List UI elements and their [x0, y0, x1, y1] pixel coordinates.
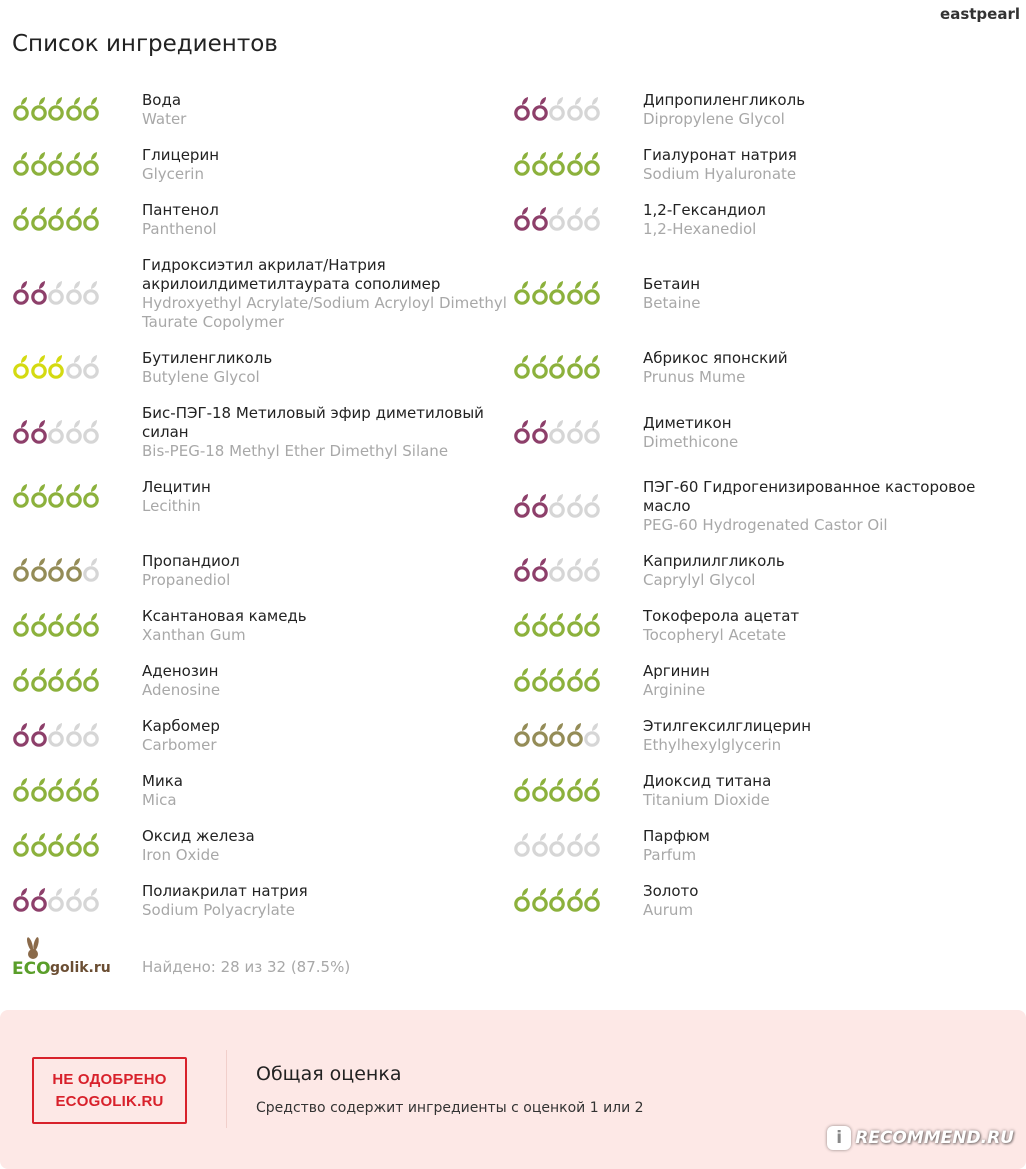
drop-icon — [30, 832, 48, 858]
drop-icon — [566, 832, 584, 858]
drop-icon — [82, 151, 100, 177]
rating-drops — [12, 354, 142, 380]
drop-icon — [513, 667, 531, 693]
drop-icon — [30, 722, 48, 748]
drop-icon — [566, 151, 584, 177]
drop-icon — [513, 887, 531, 913]
ingredient-row[interactable] — [513, 89, 1023, 129]
drop-icon — [12, 667, 30, 693]
drop-icon — [583, 722, 601, 748]
drop-icon — [47, 722, 65, 748]
drop-icon — [65, 419, 83, 445]
drop-icon — [548, 777, 566, 803]
drop-icon — [531, 354, 549, 380]
drop-icon — [566, 354, 584, 380]
ingredient-name-ru[interactable]: Каприлилгликоль — [643, 552, 785, 570]
drop-icon — [30, 557, 48, 583]
ingredient-names — [142, 402, 512, 461]
ingredient-name-ru[interactable]: Гиалуронат натрия — [643, 146, 797, 164]
ingredient-name-en: Lecithin — [142, 497, 201, 515]
drop-icon — [65, 483, 83, 509]
ingredient-name-en: Water — [142, 110, 187, 128]
drop-icon — [583, 354, 601, 380]
drop-icon — [82, 96, 100, 122]
ingredient-names — [643, 660, 1023, 700]
drop-icon — [548, 206, 566, 232]
drop-icon — [65, 832, 83, 858]
ingredient-row[interactable] — [513, 402, 1023, 461]
ingredient-names — [643, 89, 1023, 129]
divider — [226, 1050, 227, 1128]
ingredient-name-en: Dimethicone — [643, 432, 739, 451]
drop-icon — [12, 777, 30, 803]
drop-icon — [30, 206, 48, 232]
drop-icon — [583, 612, 601, 638]
drop-icon — [513, 206, 531, 232]
drop-icon — [513, 419, 531, 445]
ingredient-names — [142, 770, 512, 810]
drop-icon — [82, 612, 100, 638]
ingredient-names — [643, 770, 1023, 810]
drop-icon — [65, 667, 83, 693]
ingredient-row[interactable] — [513, 550, 1023, 590]
ingredient-names — [643, 412, 1023, 452]
drop-icon — [65, 280, 83, 306]
drop-icon — [82, 557, 100, 583]
rating-drops — [12, 832, 142, 858]
ingredient-name-en: Tocopheryl Acetate — [643, 626, 787, 644]
drop-icon — [513, 280, 531, 306]
drop-icon — [531, 557, 549, 583]
ecogolik-logo[interactable] — [12, 936, 124, 982]
rating-drops — [513, 206, 643, 232]
rating-drops — [513, 151, 643, 177]
drop-icon — [566, 612, 584, 638]
drop-icon — [82, 280, 100, 306]
ingredient-row[interactable] — [12, 476, 512, 516]
ingredient-row[interactable] — [12, 660, 512, 700]
ingredient-name-en: Caprylyl Glycol — [643, 571, 756, 589]
drop-icon — [65, 206, 83, 232]
ingredient-name-ru[interactable]: Бутиленгликоль — [142, 349, 273, 367]
rating-drops — [12, 612, 142, 638]
drop-icon — [513, 832, 531, 858]
ingredient-name-ru[interactable]: Глицерин — [142, 146, 219, 164]
drop-icon — [583, 206, 601, 232]
drop-icon — [531, 96, 549, 122]
ingredient-row[interactable] — [12, 347, 512, 387]
drop-icon — [566, 777, 584, 803]
drop-icon — [531, 151, 549, 177]
drop-icon — [65, 96, 83, 122]
drop-icon — [65, 151, 83, 177]
drop-icon — [583, 151, 601, 177]
drop-icon — [47, 151, 65, 177]
drop-icon — [531, 777, 549, 803]
ingredient-name-ru[interactable]: Этилгексилглицерин — [643, 717, 812, 735]
drop-icon — [566, 206, 584, 232]
ingredient-row[interactable] — [513, 880, 1023, 920]
drop-icon — [30, 419, 48, 445]
drop-icon — [12, 722, 30, 748]
drop-icon — [548, 354, 566, 380]
drop-icon — [513, 557, 531, 583]
ingredient-name-en: Ethylhexylglycerin — [643, 736, 782, 754]
rating-drops — [513, 612, 643, 638]
drop-icon — [65, 612, 83, 638]
drop-icon — [30, 354, 48, 380]
ingredient-name-en: Glycerin — [142, 165, 204, 183]
ingredient-row[interactable] — [12, 89, 512, 129]
drop-icon — [513, 612, 531, 638]
rating-drops — [12, 557, 142, 583]
ingredient-name-ru[interactable]: Дипропиленгликоль — [643, 91, 806, 109]
ingredient-names — [643, 476, 1023, 535]
ingredient-row[interactable] — [513, 199, 1023, 239]
drop-icon — [82, 419, 100, 445]
ingredient-name-en: Xanthan Gum — [142, 626, 246, 644]
rating-drops — [513, 96, 643, 122]
drop-icon — [65, 777, 83, 803]
ingredient-name-ru[interactable]: Бетаин — [643, 275, 701, 293]
ingredient-name-en: Propanediol — [142, 571, 231, 589]
drop-icon — [548, 612, 566, 638]
drop-icon — [47, 483, 65, 509]
ingredient-row[interactable] — [12, 254, 512, 332]
ingredient-name-en: Arginine — [643, 681, 706, 699]
drop-icon — [12, 419, 30, 445]
ingredient-name-en: Panthenol — [142, 220, 217, 238]
drop-icon — [583, 832, 601, 858]
ecogolik-footer — [12, 936, 512, 982]
ingredient-name-ru[interactable]: Аргинин — [643, 662, 710, 680]
drop-icon — [583, 419, 601, 445]
drop-icon — [12, 354, 30, 380]
drop-icon — [513, 722, 531, 748]
ingredient-name-ru[interactable]: Диметикон — [643, 413, 732, 432]
drop-icon — [65, 887, 83, 913]
ingredient-row[interactable] — [12, 770, 512, 810]
drop-icon — [47, 206, 65, 232]
rating-drops — [12, 280, 142, 306]
ingredient-names — [142, 605, 512, 645]
ingredient-name-en: Hydroxyethyl Acrylate/Sodium Acryloyl Dimethyl Taurate Copolymer — [142, 294, 507, 331]
drop-icon — [583, 493, 601, 519]
drop-icon — [513, 151, 531, 177]
drop-icon — [531, 667, 549, 693]
ingredient-names — [643, 550, 1023, 590]
ingredient-row[interactable] — [513, 715, 1023, 755]
ingredient-name-en: Mica — [142, 791, 177, 809]
ingredient-row[interactable] — [12, 825, 512, 865]
ingredient-row[interactable] — [513, 254, 1023, 332]
ingredient-row[interactable] — [513, 476, 1023, 535]
drop-icon — [47, 887, 65, 913]
drop-icon — [82, 777, 100, 803]
summary-text: Средство содержит ингредиенты с оценкой 1 или 2 — [256, 1100, 644, 1116]
ingredient-name-en: 1,2-Hexanediol — [643, 220, 757, 238]
rating-drops — [12, 887, 142, 913]
ingredient-name-ru[interactable]: Бис-ПЭГ-18 Метиловый эфир диметиловый силан — [142, 404, 484, 441]
drop-icon — [583, 96, 601, 122]
drop-icon — [548, 557, 566, 583]
rating-drops — [12, 667, 142, 693]
ingredient-name-en: Sodium Hyaluronate — [643, 165, 797, 183]
rating-drops — [513, 354, 643, 380]
ingredient-name-ru[interactable]: Аденозин — [142, 662, 219, 680]
rating-drops — [12, 722, 142, 748]
drop-icon — [513, 777, 531, 803]
info-icon: i — [827, 1126, 851, 1150]
drop-icon — [47, 557, 65, 583]
ingredient-row[interactable] — [12, 144, 512, 184]
ingredient-name-ru[interactable]: Золото — [643, 882, 699, 900]
ingredient-row[interactable] — [513, 347, 1023, 387]
drop-icon — [47, 96, 65, 122]
ingredient-name-ru[interactable]: Пантенол — [142, 201, 219, 219]
bunny-icon — [26, 937, 40, 959]
drop-icon — [531, 832, 549, 858]
drop-icon — [548, 887, 566, 913]
ingredient-name-en: Carbomer — [142, 736, 217, 754]
ingredient-name-ru[interactable]: Оксид железа — [142, 827, 255, 845]
recommend-watermark — [827, 1126, 1014, 1150]
ingredient-name-ru[interactable]: Лецитин — [142, 478, 211, 496]
ingredient-name-en: Aurum — [643, 901, 694, 919]
ingredient-names — [643, 144, 1023, 184]
ingredient-row[interactable] — [12, 402, 512, 461]
drop-icon — [548, 493, 566, 519]
username[interactable]: eastpearl — [940, 5, 1020, 23]
drop-icon — [82, 722, 100, 748]
ingredient-names — [142, 660, 512, 700]
ingredient-name-ru[interactable]: Парфюм — [643, 827, 710, 845]
ingredient-row[interactable] — [12, 880, 512, 920]
drop-icon — [583, 777, 601, 803]
ingredient-names — [643, 880, 1023, 920]
drop-icon — [548, 151, 566, 177]
drop-icon — [82, 887, 100, 913]
ingredient-name-ru[interactable]: Полиакрилат натрия — [142, 882, 308, 900]
drop-icon — [513, 493, 531, 519]
ingredient-name-en: Iron Oxide — [142, 846, 220, 864]
drop-icon — [548, 722, 566, 748]
drop-icon — [531, 419, 549, 445]
ingredient-names — [142, 880, 512, 920]
ingredient-name-ru[interactable]: Токоферола ацетат — [643, 607, 800, 625]
drop-icon — [548, 419, 566, 445]
ingredient-names — [142, 476, 512, 516]
ingredient-names — [142, 89, 512, 129]
ingredient-name-ru[interactable]: Мика — [142, 772, 183, 790]
ingredient-name-ru[interactable]: Гидроксиэтил акрилат/Натрия акрилоилдиметилтаурата сополимер — [142, 256, 441, 293]
watermark-text: RECOMMEND.RU — [855, 1128, 1014, 1148]
drop-icon — [82, 206, 100, 232]
drop-icon — [47, 667, 65, 693]
ingredient-name-en: Adenosine — [142, 681, 221, 699]
ingredient-names — [643, 715, 1023, 755]
drop-icon — [531, 206, 549, 232]
drop-icon — [47, 354, 65, 380]
drop-icon — [583, 667, 601, 693]
rating-drops — [12, 419, 142, 445]
ingredient-row[interactable] — [513, 825, 1023, 865]
rating-drops — [513, 667, 643, 693]
rating-drops — [513, 280, 643, 306]
drop-icon — [30, 612, 48, 638]
drop-icon — [548, 667, 566, 693]
drop-icon — [12, 483, 30, 509]
rating-drops — [513, 722, 643, 748]
ingredient-names — [142, 144, 512, 184]
ingredient-names — [643, 273, 1023, 313]
rating-drops — [12, 96, 142, 122]
drop-icon — [47, 777, 65, 803]
drop-icon — [583, 280, 601, 306]
drop-icon — [531, 493, 549, 519]
drop-icon — [65, 354, 83, 380]
drop-icon — [12, 96, 30, 122]
drop-icon — [566, 96, 584, 122]
ingredient-names — [643, 605, 1023, 645]
rating-drops — [513, 557, 643, 583]
ingredient-row[interactable] — [513, 660, 1023, 700]
drop-icon — [566, 722, 584, 748]
drop-icon — [82, 354, 100, 380]
drop-icon — [513, 354, 531, 380]
drop-icon — [47, 280, 65, 306]
drop-icon — [12, 832, 30, 858]
drop-icon — [548, 96, 566, 122]
stamp-line-2: ECOGOLIK.RU — [55, 1092, 164, 1110]
drop-icon — [583, 557, 601, 583]
drop-icon — [82, 832, 100, 858]
drop-icon — [30, 887, 48, 913]
ingredient-name-ru[interactable]: Абрикос японский — [643, 349, 788, 367]
drop-icon — [30, 96, 48, 122]
ingredient-name-en: Titanium Dioxide — [643, 791, 770, 809]
ingredient-name-ru[interactable]: Карбомер — [142, 717, 220, 735]
drop-icon — [12, 612, 30, 638]
ingredient-row[interactable] — [513, 770, 1023, 810]
ingredient-row[interactable] — [513, 605, 1023, 645]
ingredient-name-ru[interactable]: Вода — [142, 91, 182, 109]
logo-text-eco: ECO — [12, 959, 51, 979]
drop-icon — [531, 887, 549, 913]
drop-icon — [548, 280, 566, 306]
drop-icon — [12, 151, 30, 177]
drop-icon — [82, 483, 100, 509]
drop-icon — [566, 493, 584, 519]
rating-drops — [513, 493, 643, 519]
ingredient-name-ru[interactable]: Ксантановая камедь — [142, 607, 307, 625]
drop-icon — [30, 151, 48, 177]
ingredient-name-en: Bis-PEG-18 Methyl Ether Dimethyl Silane — [142, 442, 449, 460]
drop-icon — [513, 96, 531, 122]
rating-drops — [12, 777, 142, 803]
drop-icon — [30, 777, 48, 803]
ingredient-row[interactable] — [12, 605, 512, 645]
drop-icon — [566, 557, 584, 583]
drop-icon — [47, 832, 65, 858]
rating-drops — [12, 151, 142, 177]
ingredient-row[interactable] — [12, 199, 512, 239]
ingredient-name-ru[interactable]: Диоксид титана — [643, 772, 772, 790]
ingredient-names — [142, 347, 512, 387]
ingredient-name-en: Betaine — [643, 294, 701, 312]
drop-icon — [548, 832, 566, 858]
ingredient-name-en: Butylene Glycol — [142, 368, 260, 386]
drop-icon — [12, 206, 30, 232]
ingredient-names — [142, 254, 512, 332]
rating-drops — [12, 206, 142, 232]
not-approved-stamp — [32, 1057, 187, 1124]
drop-icon — [12, 887, 30, 913]
rating-drops — [513, 777, 643, 803]
ingredient-name-en: Prunus Mume — [643, 368, 746, 386]
ingredient-name-ru[interactable]: Пропандиол — [142, 552, 240, 570]
ingredient-names — [142, 715, 512, 755]
ingredient-names — [142, 825, 512, 865]
ingredient-name-en: Sodium Polyacrylate — [142, 901, 295, 919]
rating-drops — [513, 887, 643, 913]
drop-icon — [47, 612, 65, 638]
drop-icon — [12, 557, 30, 583]
drop-icon — [30, 483, 48, 509]
rating-drops — [12, 483, 142, 509]
drop-icon — [531, 612, 549, 638]
stamp-line-1: НЕ ОДОБРЕНО — [52, 1070, 167, 1088]
summary-title: Общая оценка — [256, 1063, 402, 1085]
drop-icon — [566, 667, 584, 693]
ingredient-name-ru[interactable]: 1,2-Гександиол — [643, 201, 766, 219]
drop-icon — [82, 667, 100, 693]
drop-icon — [566, 280, 584, 306]
drop-icon — [566, 419, 584, 445]
ingredient-names — [142, 550, 512, 590]
rating-drops — [513, 419, 643, 445]
drop-icon — [12, 280, 30, 306]
drop-icon — [531, 280, 549, 306]
ingredient-name-en: Parfum — [643, 846, 697, 864]
ingredient-row[interactable] — [12, 715, 512, 755]
ingredient-names — [643, 347, 1023, 387]
drop-icon — [47, 419, 65, 445]
drop-icon — [65, 722, 83, 748]
drop-icon — [583, 887, 601, 913]
ingredient-name-en: Dipropylene Glycol — [643, 110, 785, 128]
ingredient-names — [142, 199, 512, 239]
rating-drops — [513, 832, 643, 858]
drop-icon — [531, 722, 549, 748]
drop-icon — [65, 557, 83, 583]
ingredient-names — [643, 825, 1023, 865]
ingredient-row[interactable] — [513, 144, 1023, 184]
ingredient-name-ru[interactable]: ПЭГ-60 Гидрогенизированное касторовое масло — [643, 478, 976, 515]
ingredient-name-en: PEG-60 Hydrogenated Castor Oil — [643, 516, 888, 534]
found-count: Найдено: 28 из 32 (87.5%) — [142, 958, 351, 976]
drop-icon — [566, 887, 584, 913]
drop-icon — [30, 280, 48, 306]
drop-icon — [30, 667, 48, 693]
ingredient-names — [643, 199, 1023, 239]
ingredient-row[interactable] — [12, 550, 512, 590]
page-title: Список ингредиентов — [12, 31, 278, 57]
logo-text-rest: golik.ru — [50, 960, 111, 976]
